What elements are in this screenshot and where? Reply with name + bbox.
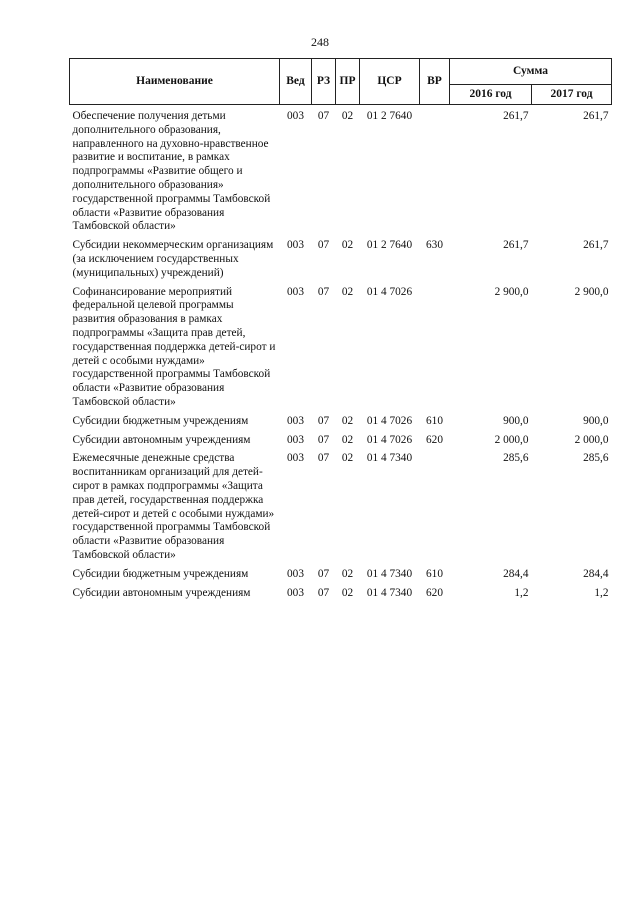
row-name: Ежемесячные денежные средства воспитанникам организаций для детей-сирот в рамках подпрограммы «Защита прав детей, государственная поддержка детей-сирот и детей с особыми нуждами» государственной программы Тамбовской области «Развитие образования Тамбовской области» [72,452,275,561]
row-pr: 02 [341,567,354,580]
row-vr: 610 [426,567,443,580]
header-sum: Сумма [450,59,612,85]
row-sum-2017: 261,7 [583,110,609,122]
row-sum-2016: 1,2 [514,586,529,599]
row-name: Субсидии некоммерческим организациям (за исключением государственных (муниципальных) учреждений) [72,239,274,279]
table-body [70,105,612,601]
row-sum-2016: 2 000,0 [494,433,529,446]
row-sum-2017: 900,0 [583,414,609,427]
row-rz: 07 [317,452,330,465]
table-row [70,429,612,448]
row-vr: 620 [426,586,443,599]
header-name: Наименование [70,59,280,105]
table-header [70,59,612,105]
row-vr: 610 [426,414,443,427]
header-csr: ЦСР [360,59,420,105]
row-rz: 07 [317,110,330,122]
row-pr: 02 [341,586,354,599]
row-pr: 02 [341,452,354,465]
row-csr: 01 4 7340 [366,567,413,580]
row-vr: 620 [426,433,443,446]
row-sum-2017: 284,4 [583,567,609,580]
row-name: Субсидии бюджетным учреждениям [72,414,249,427]
row-vr [420,281,450,410]
row-ved: 003 [287,567,304,580]
row-name: Софинансирование мероприятий федеральной целевой программы развития образования в рамках подпрограммы «Защита прав детей, государственная поддержка детей-сирот и детей с особыми нуждами» государственной программы Тамбовской области «Развитие образования Тамбовской области» [72,285,276,408]
table-row [70,105,612,235]
row-sum-2016: 900,0 [503,414,529,427]
row-rz: 07 [317,239,330,252]
row-ved: 003 [287,586,304,599]
row-sum-2017: 2 900,0 [574,285,609,298]
row-csr: 01 4 7026 [366,285,413,298]
budget-table [69,58,612,600]
row-ved: 003 [287,433,304,446]
row-sum-2016: 2 900,0 [494,285,529,298]
row-pr: 02 [341,239,354,252]
row-csr: 01 4 7340 [366,586,413,599]
row-sum-2017: 1,2 [594,586,609,599]
row-sum-2017: 2 000,0 [574,433,609,446]
row-vr [420,105,450,235]
row-vr: 630 [426,239,443,252]
row-sum-2016: 261,7 [503,239,529,252]
table-row [70,410,612,429]
header-rz: РЗ [312,59,336,105]
row-rz: 07 [317,433,330,446]
row-csr: 01 4 7026 [366,414,413,427]
row-pr: 02 [341,285,354,298]
header-ved: Вед [280,59,312,105]
row-ved: 003 [287,414,304,427]
row-rz: 07 [317,285,330,298]
row-name: Субсидии автономным учреждениям [72,433,251,446]
row-ved: 003 [287,452,304,465]
row-ved: 003 [287,110,304,122]
row-sum-2016: 285,6 [503,452,529,465]
table-row [70,281,612,410]
row-pr: 02 [341,414,354,427]
row-pr: 02 [341,433,354,446]
row-csr: 01 4 7026 [366,433,413,446]
row-name: Субсидии бюджетным учреждениям [72,567,249,580]
row-sum-2017: 261,7 [583,239,609,252]
table-row [70,447,612,562]
row-sum-2017: 285,6 [583,452,609,465]
row-ved: 003 [287,285,304,298]
row-rz: 07 [317,414,330,427]
row-csr: 01 4 7340 [366,452,413,465]
page-number: 248 [311,35,329,49]
row-csr: 01 2 7640 [366,110,413,122]
header-pr: ПР [336,59,360,105]
row-sum-2016: 261,7 [503,110,529,122]
table-row [70,563,612,582]
header-year-2017: 2017 год [532,85,612,105]
row-rz: 07 [317,567,330,580]
row-name: Субсидии автономным учреждениям [72,586,251,599]
row-ved: 003 [287,239,304,252]
row-rz: 07 [317,586,330,599]
table-row [70,234,612,280]
header-year-2016: 2016 год [450,85,532,105]
row-name: Обеспечение получения детьми дополнительного образования, направленного на духовно-нравственное развитие и воспитание, в рамках подпрограммы «Развитие общего и дополнительного образования» государственной программы Тамбовской области «Развитие образования Тамбовской области» [72,110,271,233]
row-sum-2016: 284,4 [503,567,529,580]
row-csr: 01 2 7640 [366,239,413,252]
row-vr [420,447,450,562]
header-vr: ВР [420,59,450,105]
row-pr: 02 [341,110,354,122]
table-row [70,582,612,601]
